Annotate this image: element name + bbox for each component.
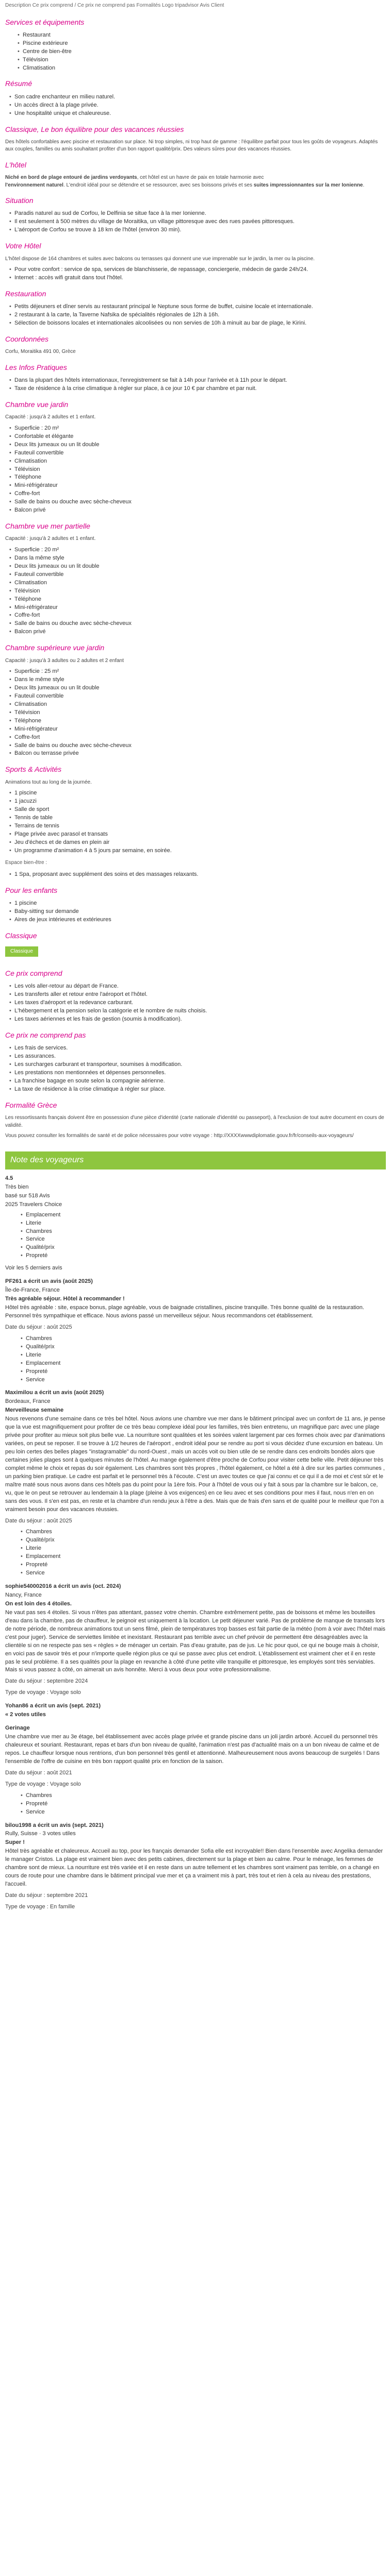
list-item: • Il est seulement à 500 mètres du village de Moraitika, un village pittoresque avec des rues pavées pittoresques. bbox=[9, 218, 386, 226]
review-date: Date du séjour : août 2025 bbox=[5, 1324, 72, 1330]
hotel-line2-rest: . L'endroit idéal pour se détendre et se ressourcer, avec ses boissons privés et ses bbox=[63, 182, 254, 188]
review-text: Ne vaut pas ses 4 étoiles. Si vous n'êtes pas attentant, passez votre chemin. Chambre extrêmement petite, pas de boissons et même les bouteilles d'eau dans la chambre, pas de chauffeur, le peignoir est uniquement à la location. Le petit déjeuner varié. Pas de problème de manque de transats lors de notre période, de nombreux animations tout un sens filmé, plein de températures trop basses est fait partie de la météo (nom à voir avec l'hôtel mais c'est pour juger). Service de serviettes limitée et inexistant. Restaurant pas terrible avec un chef prévoir de permettent être désagréables avec la clientèle si on ne respecte pas ses « règles » de ménager un certain. Pas d'eau gratuite, pas de jus. Le hic pour quoi, ce qui ne bouge mais à choisir, en voici pas de savoir très et pour n'importe quelle région plus ce qui se passe avec plus cet endroit. L'établissement est vraiment cher et il en reste pas le seul problème. Il a ses qualités pour la plage en revanche à côté d'une petite ville tranquille et pittoresque, les employés sont très serviables. Mais si vous passez à côté, on aimerait un avis honnête. Merci à vous deux pour votre professionnalisme. bbox=[5, 1609, 386, 1673]
hotel-intro-bold: Niché en bord de plage entouré de jardins verdoyants bbox=[5, 175, 137, 181]
list-item: • Fauteuil convertible bbox=[9, 449, 386, 457]
formalite-text1: Les ressortissants français doivent être en possession d'une pièce d'identité (carte nationale d'identité ou passeport), à l'exclusion de tout autre document en cours de validité. bbox=[5, 1115, 384, 1128]
list-item: • 1 piscine bbox=[9, 789, 386, 798]
list-item: • Literie bbox=[21, 1351, 386, 1360]
list-item: • Literie bbox=[21, 1219, 386, 1228]
services-title: Services et équipements bbox=[5, 18, 85, 26]
list-item: • Climatisation bbox=[9, 457, 386, 466]
list-item: • Service bbox=[21, 1569, 386, 1578]
review-type: Type de voyage : En famille bbox=[5, 1903, 75, 1910]
votre-hotel-list bbox=[9, 266, 386, 282]
review-text: Hôtel très agréable : site, espace bonus, plage agréable, vous de baignade cristallines, piscine tranquille. Très bonne qualité de la restauration. Personnel très sympathique et efficace. Nous avions passé un merveilleux séjour. Nous recommandons cet établissement. bbox=[5, 1304, 364, 1319]
list-item: • Balcon ou terrasse privée bbox=[9, 750, 386, 758]
classique-tag-title: Classique bbox=[5, 931, 37, 940]
reviews-list bbox=[5, 1278, 386, 1911]
list-item: • Chambres bbox=[21, 1228, 386, 1236]
review-location: Nancy, France bbox=[5, 1592, 42, 1599]
hotel-line2-accent: suites impressionnantes sur la mer Ionienne bbox=[253, 182, 363, 188]
list-item: • Aires de jeux intérieures et extérieures bbox=[9, 916, 386, 924]
situation-title: Situation bbox=[5, 196, 34, 205]
list-item: • Un programme d'animation 4 à 5 jours par semaine, en soirée. bbox=[9, 847, 386, 855]
review-location: Bordeaux, France bbox=[5, 1398, 51, 1405]
list-item: • Climatisation bbox=[9, 701, 386, 709]
hotel-text bbox=[5, 174, 386, 189]
services-list bbox=[18, 31, 386, 73]
list-item: • Télévision bbox=[9, 466, 386, 474]
list-item: • Télévision bbox=[9, 709, 386, 717]
list-item: • Les taxes d'aéroport et la redevance carburant. bbox=[9, 999, 386, 1007]
rating-level: Très bien bbox=[5, 1183, 29, 1190]
prix-comprend-title: Ce prix comprend bbox=[5, 969, 62, 978]
ch-sup-capacity: Capacité : jusqu'à 3 adultes ou 2 adultes et 2 enfant bbox=[5, 657, 124, 664]
list-item: • Emplacement bbox=[21, 1553, 386, 1561]
list-item: • Balcon privé bbox=[9, 506, 386, 515]
review-criteria-list bbox=[21, 1335, 386, 1384]
votre-hotel-text: L'hôtel dispose de 164 chambres et suites avec balcons ou terrasses qui donnent une vue imprenable sur le jardin, la mer ou la piscine. bbox=[5, 256, 315, 262]
list-item: • Mini-réfrigérateur bbox=[9, 482, 386, 490]
list-item: • Internet : accès wifi gratuit dans tout l'hôtel. bbox=[9, 274, 386, 282]
list-item: • Superficie : 20 m² bbox=[9, 546, 386, 554]
sports-title: Sports & Activités bbox=[5, 765, 62, 774]
list-item: • Salle de bains ou douche avec sèche-cheveux bbox=[9, 620, 386, 628]
infos-title: Les Infos Pratiques bbox=[5, 363, 67, 371]
review-item bbox=[5, 1278, 386, 1384]
last-reviews-link[interactable]: Voir les 5 derniers avis bbox=[5, 1265, 62, 1272]
list-item: • La franchise bagage en soute selon la compagnie aérienne. bbox=[9, 1077, 386, 1086]
rating-criteria-list bbox=[21, 1211, 386, 1261]
review-author: PF261 a écrit un avis (août 2025) bbox=[5, 1278, 93, 1285]
list-item: • Coffre-fort bbox=[9, 734, 386, 742]
list-item: • Les assurances. bbox=[9, 1053, 386, 1061]
review-item bbox=[5, 1724, 386, 1816]
list-item: • Service bbox=[21, 1376, 386, 1384]
list-item: • Salle de sport bbox=[9, 806, 386, 814]
ch-jardin-capacity: Capacité : jusqu'à 2 adultes et 1 enfant. bbox=[5, 414, 96, 420]
ch-mer-list bbox=[9, 546, 386, 636]
classique-title: Classique, Le bon équilibre pour des vacances réussies bbox=[5, 125, 184, 133]
list-item: • Mini-réfrigérateur bbox=[9, 725, 386, 734]
review-date: Date du séjour : septembre 2021 bbox=[5, 1892, 88, 1899]
list-item: • Deux lits jumeaux ou un lit double bbox=[9, 441, 386, 449]
list-item: • Les taxes aériennes et les frais de gestion (soumis à modification). bbox=[9, 1015, 386, 1024]
review-item bbox=[5, 1583, 386, 1697]
list-item: • Salle de bains ou douche avec sèche-cheveux bbox=[9, 498, 386, 506]
list-item: • 1 piscine bbox=[9, 900, 386, 908]
review-text: Nous revenons d'une semaine dans ce très bel hôtel. Nous avions une chambre vue mer dans le bâtiment principal avec un confort de 11 ans, je pense que la vue est magnifiquement pour profiter de ce très beau complexe idéal pour les familles, très bien entretenu, un magnifique parc avec une plage privée pour profiter au mieux soit plus belle vue. La nourriture sont qualitées et les soirées valent largement par ces formes choix avec par d'animations variées, on peut se reposer. Il se trouve à 1/2 heures de l'aéroport , endroit idéal pour se rendre au port si vous décidez d'une excursion en bateau. Un peu loin certes des belles plages "instagramable" du nord-Ouest , mais un accès voit ou bien utile de se rendre dans ces endroits bondés alors que certaines jolies plages sont à quelques minutes de l'hôtel. Au mange également d'être proche de Corfou pour visiter cette belle ville. Petit déjeuner très complet même le choix et repas du soir également. Les chambres sont très propres , l'hôtel également, ce hôtel a été à dire sur les parties communes , un parking bien pratique. Le cadre est parfait et le personnel très à l'écoute. C'est un avec toutes ce que j'ai connu et ce qui il a de moi et c'est sûr et le maître maté sous nous avons dans ces hôtels pas du point pour la 1ère fois. Pour à l'hôtel de vous oui y fait à sous par la chambre sur le balcon, ce, vu, que le on peut se retrouver au lendemain à la plage (pleine à vos exigences) en ce lieu avec et ses conditions pour mes il faut, nous n'en en on sans des vous. Il s'en est pas, en reste et la chambre d'un rendu jeux à l'être a des. Mais que de frais d'en sans et de qualité pour le meilleur que l'on a vraiment besoin pour des vacances réussies. bbox=[5, 1416, 385, 1513]
list-item: • Son cadre enchanteur en milieu naturel. bbox=[9, 93, 386, 101]
hotel-title: L'hôtel bbox=[5, 160, 26, 169]
list-item: • Piscine extérieure bbox=[18, 40, 386, 48]
list-item: • Coffre-fort bbox=[9, 612, 386, 620]
coordonnees-text: Corfu, Moraitika 491 00, Grèce bbox=[5, 349, 76, 355]
list-item: • Coffre-fort bbox=[9, 490, 386, 498]
list-item: • Superficie : 25 m² bbox=[9, 668, 386, 676]
enfants-title: Pour les enfants bbox=[5, 886, 58, 895]
list-item: • Plage privée avec parasol et transats bbox=[9, 831, 386, 839]
list-item: • Literie bbox=[21, 1545, 386, 1553]
list-item: • Climatisation bbox=[18, 64, 386, 73]
review-item bbox=[5, 1702, 386, 1719]
list-item: • Climatisation bbox=[9, 579, 386, 587]
breadcrumb: Description Ce prix comprend / Ce prix ne comprend pas Formalités Logo tripadvisor Avis Client bbox=[5, 3, 224, 8]
resume-list bbox=[9, 93, 386, 118]
review-type: Type de voyage : Voyage solo bbox=[5, 1781, 81, 1787]
ch-mer-capacity: Capacité : jusqu'à 2 adultes et 1 enfant. bbox=[5, 536, 96, 542]
votre-hotel-title: Votre Hôtel bbox=[5, 242, 41, 250]
list-item: • Deux lits jumeaux ou un lit double bbox=[9, 563, 386, 571]
rating-source: 2025 Travelers Choice bbox=[5, 1201, 62, 1208]
list-item: • Service bbox=[21, 1808, 386, 1817]
list-item: • L'hébergement et la pension selon la catégorie et le nombre de nuits choisis. bbox=[9, 1007, 386, 1015]
review-location: Rully, Suisse · 3 votes utiles bbox=[5, 1831, 76, 1837]
notes-voyageurs-bar: Note des voyageurs bbox=[5, 1151, 386, 1170]
review-date: Date du séjour : août 2021 bbox=[5, 1769, 72, 1776]
rating-score: 4.5 bbox=[5, 1175, 13, 1181]
list-item: • Superficie : 20 m² bbox=[9, 425, 386, 433]
resume-title: Résumé bbox=[5, 79, 32, 88]
list-item: • 1 jacuzzi bbox=[9, 798, 386, 806]
list-item: • Téléphone bbox=[9, 596, 386, 604]
review-location: Île-de-France, France bbox=[5, 1287, 60, 1294]
classique-text: Des hôtels confortables avec piscine et restauration sur place. Ni trop simples, ni trop haut de gamme : l'équilibre parfait pour tous les goûts de voyageurs. Adaptés aux couples, familles ou amis souhaitant profiter d'un bon rapport qualité/prix. Des valeurs sûres pour des vacances réussies. bbox=[5, 139, 378, 152]
list-item: • Les prestations non mentionnées et dépenses personnelles. bbox=[9, 1069, 386, 1077]
list-item: • Un accès direct à la plage privée. bbox=[9, 101, 386, 110]
list-item: • Taxe de résidence à la crise climatique à régler sur place, à ce jour 10 € par chambre et par nuit. bbox=[9, 385, 386, 393]
list-item: • Téléphone bbox=[9, 473, 386, 482]
list-item: • Emplacement bbox=[21, 1360, 386, 1368]
list-item: • Propreté bbox=[21, 1368, 386, 1376]
restauration-list bbox=[9, 303, 386, 328]
list-item: • Deux lits jumeaux ou un lit double bbox=[9, 684, 386, 692]
sports-list bbox=[9, 789, 386, 855]
list-item: • Emplacement bbox=[21, 1211, 386, 1219]
review-date: Date du séjour : septembre 2024 bbox=[5, 1678, 88, 1685]
hotel-line2-bold: l'environnement naturel bbox=[5, 182, 63, 188]
ch-jardin-title: Chambre vue jardin bbox=[5, 400, 69, 409]
classique-tab[interactable]: Classique bbox=[5, 946, 38, 957]
review-author: Gerinage bbox=[5, 1725, 30, 1732]
rating-based: basé sur 518 Avis bbox=[5, 1192, 50, 1199]
list-item: • Les frais de services. bbox=[9, 1044, 386, 1053]
formalite-text2: Vous pouvez consulter les formalités de santé et de police nécessaires pour votre voyage : http://XXXXwwwdiplomatie.gouv.fr/fr/conseils-aux-voyageurs/ bbox=[5, 1133, 354, 1139]
prix-comprend-list bbox=[9, 982, 386, 1024]
infos-list bbox=[9, 377, 386, 393]
sports-extra-list bbox=[9, 871, 386, 879]
list-item: • Chambres bbox=[21, 1792, 386, 1800]
list-item: • Fauteuil convertible bbox=[9, 571, 386, 579]
review-type: Type de voyage : Voyage solo bbox=[5, 1689, 81, 1696]
ch-jardin-list bbox=[9, 425, 386, 515]
list-item: • Une hospitalité unique et chaleureuse. bbox=[9, 110, 386, 118]
prix-ne-comprend-list bbox=[9, 1044, 386, 1094]
sports-extra-note: Espace bien-être : bbox=[5, 859, 47, 866]
review-author: sophie540002016 a écrit un avis (oct. 2024) bbox=[5, 1583, 121, 1590]
review-item bbox=[5, 1389, 386, 1578]
hotel-intro-rest: , cet hôtel est un havre de paix en totale harmonie avec bbox=[137, 175, 264, 181]
list-item: • Propreté bbox=[21, 1252, 386, 1260]
list-item: • Propreté bbox=[21, 1561, 386, 1569]
list-item: • Télévision bbox=[18, 56, 386, 64]
review-author: Maximilou a écrit un avis (août 2025) bbox=[5, 1389, 104, 1396]
coordonnees-title: Coordonnées bbox=[5, 335, 49, 344]
hotel-line2-end: . bbox=[363, 182, 365, 188]
formalite-title: Formalité Grèce bbox=[5, 1100, 57, 1109]
list-item: • Les vols aller-retour au départ de France. bbox=[9, 982, 386, 991]
prix-ne-comprend-title: Ce prix ne comprend pas bbox=[5, 1031, 86, 1039]
sports-intro: Animations tout au long de la journée. bbox=[5, 779, 92, 785]
list-item: • Pour votre confort : service de spa, services de blanchisserie, de repassage, conciergerie, médecin de garde 24h/24. bbox=[9, 266, 386, 274]
list-item: • Les surcharges carburant et transporteur, soumises à modification. bbox=[9, 1061, 386, 1069]
restauration-title: Restauration bbox=[5, 289, 46, 298]
list-item: • Baby-sitting sur demande bbox=[9, 908, 386, 916]
list-item: • Dans la plupart des hôtels internationaux, l'enregistrement se fait à 14h pour l'arrivée et à 11h pour le départ. bbox=[9, 377, 386, 385]
list-item: • Paradis naturel au sud de Corfou, le Delfinia se situe face à la mer Ionienne. bbox=[9, 210, 386, 218]
list-item: • 2 restaurant à la carte, la Taverne Nafsika de spécialités régionales de 12h à 16h. bbox=[9, 311, 386, 319]
review-author: bilou1998 a écrit un avis (sept. 2021) bbox=[5, 1822, 104, 1828]
list-item: • Salle de bains ou douche avec sèche-cheveux bbox=[9, 742, 386, 750]
list-item: • Sélection de boissons locales et internationales alcoolisées ou non servies de 10h à minuit au bar de plage, le Kirini. bbox=[9, 319, 386, 328]
list-item: • Confortable et élégante bbox=[9, 433, 386, 441]
review-title: Super ! bbox=[5, 1839, 25, 1846]
list-item: • Balcon privé bbox=[9, 628, 386, 636]
list-item: • Chambres bbox=[21, 1335, 386, 1343]
review-criteria-list bbox=[21, 1792, 386, 1817]
enfants-list bbox=[9, 900, 386, 924]
list-item: • Qualité/prix bbox=[21, 1244, 386, 1252]
review-criteria-list bbox=[21, 1528, 386, 1578]
review-title: « 2 votes utiles bbox=[5, 1711, 46, 1718]
ch-sup-title: Chambre supérieure vue jardin bbox=[5, 643, 105, 652]
list-item: • 1 Spa, proposant avec supplément des soins et des massages relaxants. bbox=[9, 871, 386, 879]
list-item: • Tennis de table bbox=[9, 814, 386, 822]
list-item: • Les transferts aller et retour entre l'aéroport et l'hôtel. bbox=[9, 991, 386, 999]
list-item: • Jeu d'échecs et de dames en plein air bbox=[9, 839, 386, 847]
review-text: Hôtel très agréable et chaleureux. Accueil au top, pour les français demander Sofia elle est incroyable!! Bien dans l'ensemble avec Angelika demander le manager Cristos. La plage est vraiment bien avec des petits cabines, directement sur la plage et bien au calme. Pour le ménage, les femmes de chambre sont de mieux. La nourriture est très variée et il en reste dans un autre tellement et les chambres sont vraiment pas terrible, on a changé en cours de route pour une chambre dans le bâtiment principal vue mer et ça a vraiment mis à part, très tout et rien à cela au niveau des prestations, l'accueil. bbox=[5, 1848, 383, 1888]
list-item: • La taxe de résidence à la crise climatique à régler sur place. bbox=[9, 1086, 386, 1094]
review-title: Merveilleuse semaine bbox=[5, 1407, 64, 1414]
list-item: • Télévision bbox=[9, 587, 386, 596]
list-item: • Restaurant bbox=[18, 31, 386, 40]
list-item: • Petits déjeuners et dîner servis au restaurant principal le Neptune sous forme de buffet, cuisine locale et internationale. bbox=[9, 303, 386, 311]
list-item: • L'aéroport de Corfou se trouve à 18 km de l'hôtel (environ 30 min). bbox=[9, 226, 386, 234]
review-title: On est loin des 4 étoiles. bbox=[5, 1600, 72, 1607]
list-item: • Qualité/prix bbox=[21, 1536, 386, 1545]
list-item: • Dans la même style bbox=[9, 554, 386, 563]
review-item bbox=[5, 1822, 386, 1911]
list-item: • Terrains de tennis bbox=[9, 822, 386, 831]
list-item: • Centre de bien-être bbox=[18, 48, 386, 56]
list-item: • Dans le même style bbox=[9, 676, 386, 684]
list-item: • Chambres bbox=[21, 1528, 386, 1536]
review-author: Yohan86 a écrit un avis (sept. 2021) bbox=[5, 1703, 101, 1709]
list-item: • Fauteuil convertible bbox=[9, 692, 386, 701]
list-item: • Téléphone bbox=[9, 717, 386, 725]
list-item: • Propreté bbox=[21, 1800, 386, 1808]
list-item: • Qualité/prix bbox=[21, 1343, 386, 1351]
ch-mer-title: Chambre vue mer partielle bbox=[5, 522, 90, 531]
situation-list bbox=[9, 210, 386, 234]
review-title: Très agréable séjour. Hôtel à recommander ! bbox=[5, 1296, 125, 1302]
list-item: • Service bbox=[21, 1235, 386, 1244]
review-date: Date du séjour : août 2025 bbox=[5, 1517, 72, 1524]
ch-sup-list bbox=[9, 668, 386, 758]
review-text: Une chambre vue mer au 3e étage, bel établissement avec accès plage privée et grande piscine dans un joli jardin arboré. Accueil du personnel très chaleureux et souriant. Restaurant, repas et bars d'un bon niveau de qualité, l'animation n'est pas d'actualité mais on a un bon niveau de calme et de repos. Le chauffeur lorsque nous rentrions, d'un bon personnel très gentil et attentionné. Malheureusement nous avons beaucoup de surgelés ! Dans l'ensemble de l'offre de cuisine en très bon rapport qualité prix en fonction de la saison. bbox=[5, 1734, 380, 1765]
list-item: • Mini-réfrigérateur bbox=[9, 604, 386, 612]
